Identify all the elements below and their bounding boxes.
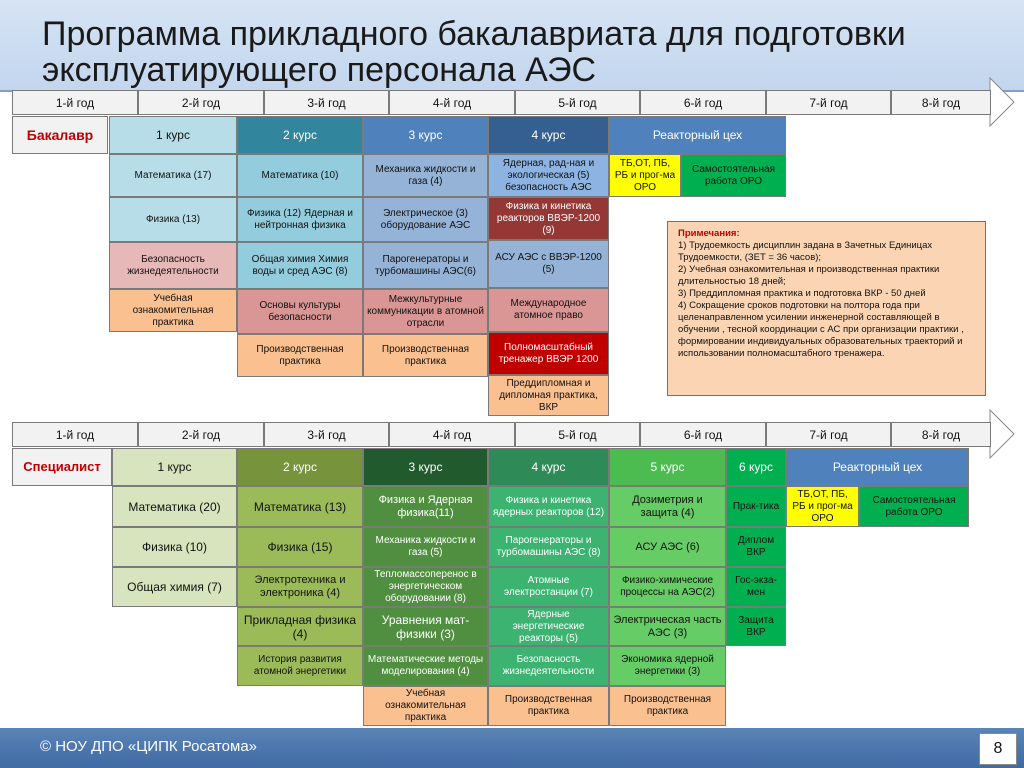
b4-cell-1: Ядерная, рад-ная и экологическая (5) безопасность АЭС bbox=[488, 154, 609, 197]
year-bottom-2: 2-й год bbox=[138, 422, 264, 447]
bachelor-reactor-header: Реакторный цех bbox=[609, 116, 786, 154]
s3-cell-5: Математические методы моделирования (4) bbox=[363, 646, 488, 686]
s-reactor-tb: ТБ,ОТ, ПБ, РБ и прог-ма ОРО bbox=[786, 486, 859, 527]
b4-cell-5: Полномасштабный тренажер ВВЭР 1200 bbox=[488, 332, 609, 375]
year-top-6: 6-й год bbox=[640, 90, 766, 115]
specialist-label: Специалист bbox=[12, 448, 112, 486]
b3-cell-5: Производственная практика bbox=[363, 334, 488, 377]
year-bottom-3: 3-й год bbox=[264, 422, 389, 447]
year-bottom-7: 7-й год bbox=[766, 422, 891, 447]
b-reactor-tb: ТБ,ОТ, ПБ, РБ и прог-ма ОРО bbox=[609, 154, 681, 197]
b2-cell-4: Основы культуры безопасности bbox=[237, 289, 363, 334]
s5-cell-5: Экономика ядерной энергетики (3) bbox=[609, 646, 726, 686]
notes-line-4: 4) Сокращение сроков подготовки на полтора года при целенаправленном усилении инженерной составляющей в обучении , тесной координации с АС при организации практики , формировании индивидуальных образовательных траекторий и использовании полномасштабного тренажера. bbox=[678, 300, 964, 359]
s5-cell-6: Производственная практика bbox=[609, 686, 726, 726]
b4-cell-4: Международное атомное право bbox=[488, 288, 609, 332]
s3-cell-6: Учебная ознакомительная практика bbox=[363, 686, 488, 726]
bachelor-course-3: 3 курс bbox=[363, 116, 488, 154]
s2-cell-5: История развития атомной энергетики bbox=[237, 646, 363, 686]
s2-cell-1: Математика (13) bbox=[237, 486, 363, 527]
slide-title: Программа прикладного бакалавриата для подготовки эксплуатирующего персонала АЭС bbox=[42, 15, 906, 89]
s4-cell-5: Безопасность жизнедеятельности bbox=[488, 646, 609, 686]
b4-cell-3: АСУ АЭС с ВВЭР-1200 (5) bbox=[488, 240, 609, 288]
bachelor-label: Бакалавр bbox=[12, 116, 108, 154]
specialist-reactor-header: Реакторный цех bbox=[786, 448, 969, 486]
s5-cell-2: АСУ АЭС (6) bbox=[609, 527, 726, 567]
b3-cell-3: Парогенераторы и турбомашины АЭС(6) bbox=[363, 242, 488, 289]
s3-cell-2: Механика жидкости и газа (5) bbox=[363, 527, 488, 567]
s4-cell-2: Парогенераторы и турбомашины АЭС (8) bbox=[488, 527, 609, 567]
b3-cell-4: Межкультурные коммуникации в атомной отрасли bbox=[363, 289, 488, 334]
s6-cell-3: Гос-экза-мен bbox=[726, 567, 786, 607]
s3-cell-4: Уравнения мат-физики (3) bbox=[363, 607, 488, 646]
year-bottom-8: 8-й год bbox=[891, 422, 991, 447]
s-reactor-self: Самостоятельная работа ОРО bbox=[859, 486, 969, 527]
specialist-course-5: 5 курс bbox=[609, 448, 726, 486]
b2-cell-3: Общая химия Химия воды и сред АЭС (8) bbox=[237, 242, 363, 289]
s1-cell-1: Математика (20) bbox=[112, 486, 237, 527]
notes-title: Примечания: bbox=[678, 228, 740, 239]
year-bottom-5: 5-й год bbox=[515, 422, 640, 447]
s6-cell-1: Прак-тика bbox=[726, 486, 786, 527]
year-top-8: 8-й год bbox=[891, 90, 991, 115]
specialist-course-3: 3 курс bbox=[363, 448, 488, 486]
b1-cell-2: Физика (13) bbox=[109, 197, 237, 242]
s6-cell-2: Диплом ВКР bbox=[726, 527, 786, 567]
year-bottom-6: 6-й год bbox=[640, 422, 766, 447]
year-top-4: 4-й год bbox=[389, 90, 515, 115]
s4-cell-3: Атомные электростанции (7) bbox=[488, 567, 609, 607]
bachelor-course-2: 2 курс bbox=[237, 116, 363, 154]
s3-cell-3: Тепломассоперенос в энергетическом оборудовании (8) bbox=[363, 567, 488, 607]
footer-org: © НОУ ДПО «ЦИПК Росатома» bbox=[40, 738, 258, 755]
s5-cell-3: Физико-химические процессы на АЭС(2) bbox=[609, 567, 726, 607]
specialist-course-6: 6 курс bbox=[726, 448, 786, 486]
b1-cell-1: Математика (17) bbox=[109, 154, 237, 197]
specialist-course-1: 1 курс bbox=[112, 448, 237, 486]
notes-box bbox=[667, 221, 986, 396]
s4-cell-4: Ядерные энергетические реакторы (5) bbox=[488, 607, 609, 646]
notes-line-2: 2) Учебная ознакомительная и производственная практики длительностью 18 дней; bbox=[678, 264, 940, 287]
s1-cell-3: Общая химия (7) bbox=[112, 567, 237, 607]
year-bottom-1: 1-й год bbox=[12, 422, 138, 447]
specialist-course-2: 2 курс bbox=[237, 448, 363, 486]
b1-cell-4: Учебная ознакомительная практика bbox=[109, 289, 237, 332]
bachelor-course-1: 1 курс bbox=[109, 116, 237, 154]
b-reactor-self: Самостоятельная работа ОРО bbox=[681, 154, 786, 197]
specialist-course-4: 4 курс bbox=[488, 448, 609, 486]
b3-cell-1: Механика жидкости и газа (4) bbox=[363, 154, 488, 197]
page-number: 8 bbox=[979, 733, 1017, 765]
b1-cell-3: Безопасность жизнедеятельности bbox=[109, 242, 237, 289]
s5-cell-1: Дозиметрия и защита (4) bbox=[609, 486, 726, 527]
bachelor-course-4: 4 курс bbox=[488, 116, 609, 154]
year-top-7: 7-й год bbox=[766, 90, 891, 115]
s4-cell-1: Физика и кинетика ядерных реакторов (12) bbox=[488, 486, 609, 527]
s2-cell-2: Физика (15) bbox=[237, 527, 363, 567]
s2-cell-3: Электротехника и электроника (4) bbox=[237, 567, 363, 607]
year-top-1: 1-й год bbox=[12, 90, 138, 115]
s5-cell-4: Электрическая часть АЭС (3) bbox=[609, 607, 726, 646]
b2-cell-2: Физика (12) Ядерная и нейтронная физика bbox=[237, 197, 363, 242]
b2-cell-5: Производственная практика bbox=[237, 334, 363, 377]
year-top-5: 5-й год bbox=[515, 90, 640, 115]
s4-cell-6: Производственная практика bbox=[488, 686, 609, 726]
b4-cell-6: Преддипломная и дипломная практика, ВКР bbox=[488, 375, 609, 416]
b3-cell-2: Электрическое (3) оборудование АЭС bbox=[363, 197, 488, 242]
year-bottom-4: 4-й год bbox=[389, 422, 515, 447]
s1-cell-2: Физика (10) bbox=[112, 527, 237, 567]
footer-bar bbox=[0, 728, 1024, 768]
b4-cell-2: Физика и кинетика реакторов ВВЭР-1200 (9) bbox=[488, 197, 609, 240]
year-top-2: 2-й год bbox=[138, 90, 264, 115]
b2-cell-1: Математика (10) bbox=[237, 154, 363, 197]
notes-line-3: 3) Преддипломная практика и подготовка ВКР - 50 дней bbox=[678, 288, 926, 299]
s2-cell-4: Прикладная физика (4) bbox=[237, 607, 363, 646]
s6-cell-4: Защита ВКР bbox=[726, 607, 786, 646]
s3-cell-1: Физика и Ядерная физика(11) bbox=[363, 486, 488, 527]
notes-line-1: 1) Трудоемкость дисциплин задана в Зачетных Единицах Трудоемкости, (ЗЕТ = 36 часов); bbox=[678, 240, 933, 263]
year-top-3: 3-й год bbox=[264, 90, 389, 115]
